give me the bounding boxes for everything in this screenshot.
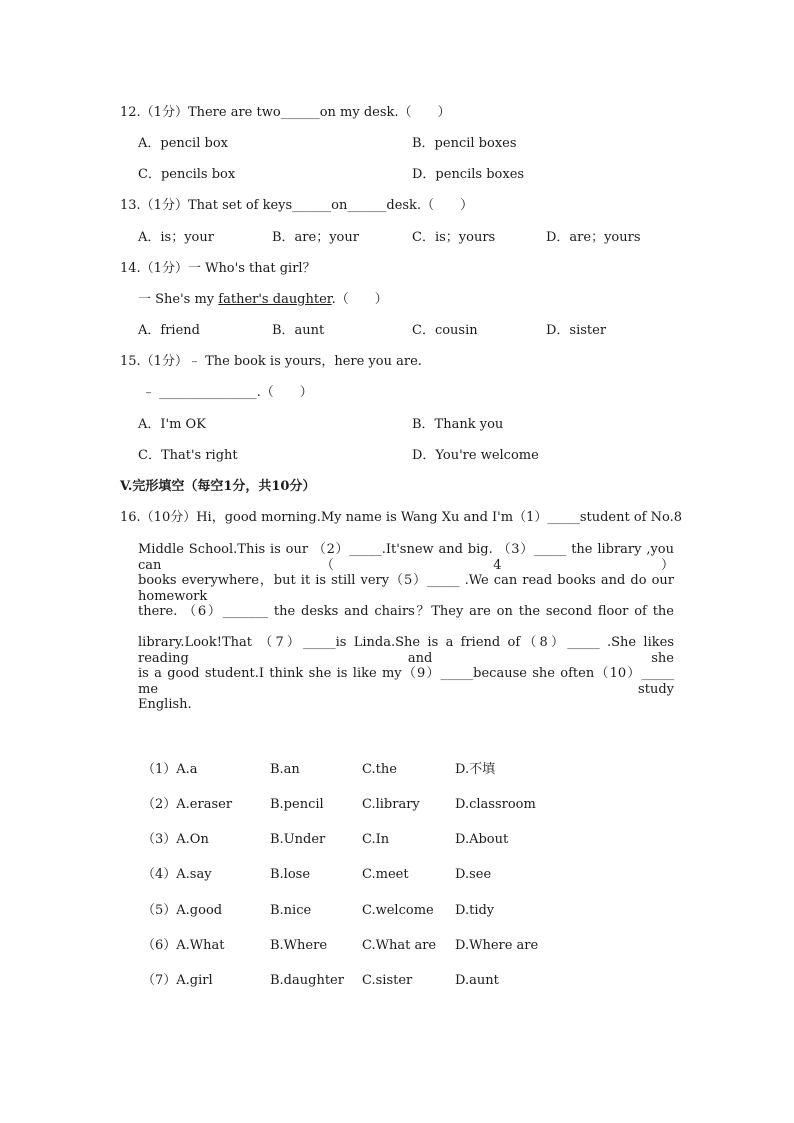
choice-2-c: C.library [362,797,420,812]
q15-option-a: A．I'm OK [138,417,206,432]
q12-option-d: D．pencils boxes [412,167,525,182]
choice-6-c: C.What are [362,938,437,953]
passage-line-5: library.Look!That （7）_____is Linda.She is a friend of（8）_____ .She likes reading and she [138,635,674,666]
passage-line-6: is a good student.I think she is like my（9）_____because she often（10）_____ me study [138,666,674,697]
q14-option-d: D．sister [546,323,607,338]
choice-3-b: B.Under [270,832,326,847]
choice-4-c: C.meet [362,867,409,882]
q12-option-c: C．pencils box [138,167,236,182]
choice-2-d: D.classroom [455,797,536,812]
choice-3-d: D.About [455,832,509,847]
choice-6-d: D.Where are [455,938,539,953]
passage-line-7: English. [138,697,192,712]
choice-2-a: （2）A.eraser [142,797,233,812]
choice-4-d: D.see [455,867,492,882]
choice-4-a: （4）A.say [142,867,212,882]
choice-2-b: B.pencil [270,797,324,812]
passage-line-4: there. （6）_______ the desks and chairs？They are on the second floor of the [138,604,674,619]
choice-7-b: B.daughter [270,973,344,988]
section-title: V.完形填空（每空1分，共10分） [120,479,316,494]
q14-option-c: C．cousin [412,323,478,338]
q14-underlined-phrase: father's daughter [218,292,332,307]
passage-line-2: Middle School.This is our （2）_____.It'snew and big. （3）_____ the library ,you can（4） [138,542,674,573]
q13-option-c: C．is；yours [412,230,496,245]
choice-7-d: D.aunt [455,973,499,988]
choice-1-b: B.an [270,762,300,777]
choice-3-c: C.In [362,832,390,847]
choice-7-c: C.sister [362,973,413,988]
choice-5-d: D.tidy [455,903,495,918]
question-15-reply: ﹣ _______________.（ ） [142,385,313,400]
q14-option-a: A．friend [138,323,200,338]
q13-option-a: A．is；your [138,230,214,245]
passage-line-3: books everywhere，but it is still very（5）_____ .We can read books and do our homework [138,573,674,604]
q14-option-b: B．aunt [272,323,325,338]
q12-option-b: B．pencil boxes [412,136,517,151]
choice-1-a: （1）A.a [142,762,198,777]
question-12-stem: 12.（1分）There are two______on my desk.（ ） [120,105,451,120]
q15-option-d: D．You're welcome [412,448,539,463]
choice-6-b: B.Where [270,938,328,953]
choice-6-a: （6）A.What [142,938,225,953]
choice-7-a: （7）A.girl [142,973,213,988]
question-14-stem: 14.（1分）一 Who's that girl？ [120,261,316,276]
choice-1-c: C.the [362,762,397,777]
choice-5-a: （5）A.good [142,903,223,918]
q15-option-c: C．That's right [138,448,238,463]
passage-line-1: 16.（10分）Hi，good morning.My name is Wang Xu and I'm（1）_____student of No.8 [120,510,683,525]
choice-5-c: C.welcome [362,903,434,918]
question-15-stem: 15.（1分）﹣ The book is yours，here you are. [120,354,422,369]
choice-5-b: B.nice [270,903,312,918]
q13-option-b: B．are；your [272,230,359,245]
choice-1-d: D.不填 [455,762,496,777]
choice-4-b: B.lose [270,867,311,882]
choice-3-a: （3）A.On [142,832,209,847]
question-13-stem: 13.（1分）That set of keys______on______desk.（ ） [120,198,474,213]
question-14-reply [138,292,388,308]
q13-option-d: D．are；yours [546,230,641,245]
q14-reply-suffix: .（ ） [331,292,388,307]
q14-reply-prefix: 一 She's my [138,292,219,307]
q15-option-b: B．Thank you [412,417,504,432]
q12-option-a: A．pencil box [138,136,228,151]
